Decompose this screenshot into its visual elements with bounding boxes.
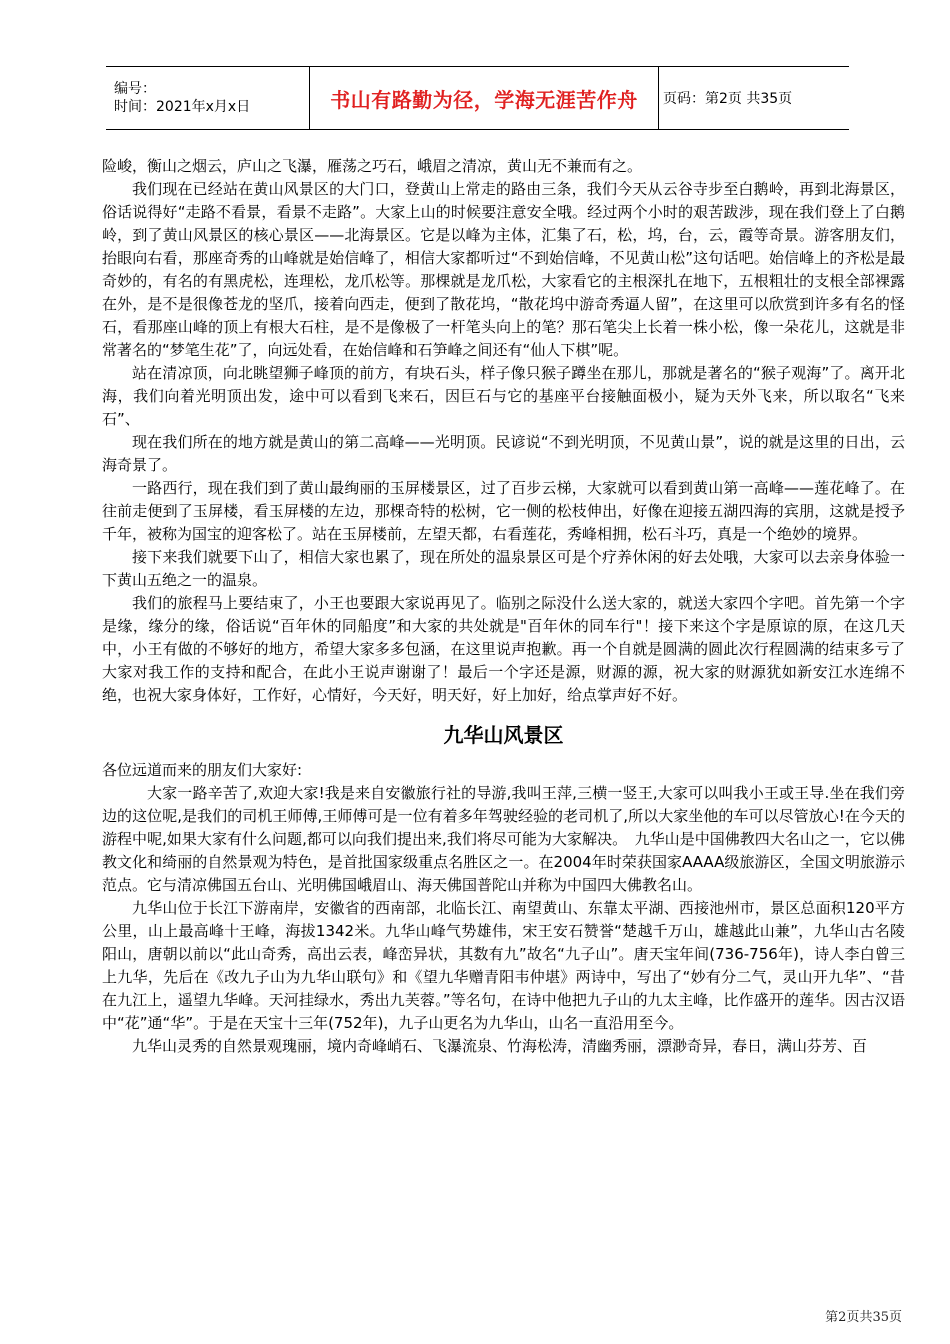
paragraph: 我们现在已经站在黄山风景区的大门口，登黄山上常走的路由三条，我们今天从云谷寺步至白鹅岭，再到北海景区，俗话说得好“走路不看景，看景不走路”。大家上山的时候要注意安全哦。经过两个小时的艰苦跋涉，现在我们登上了白鹅岭，到了黄山风景区的核心景区——北海景区。它是以峰为主体，汇集了石，松，坞，台，云，霞等奇景。游客朋友们，抬眼向右看，那座奇秀的山峰就是始信峰了，相信大家都听过“不到始信峰，不见黄山松”这句话吧。始信峰上的齐松是最奇妙的，有名的有黑虎松，连理松，龙爪松等。那棵就是龙爪松，大家看它的主根深扎在地下，五根粗壮的支根全部裸露在外，是不是很像苍龙的坚爪，接着向西走，便到了散花坞，“散花坞中游奇秀逼人留”，在这里可以欣赏到许多有名的怪石，看那座山峰的顶上有根大石柱，是不是像极了一杆笔头向上的笔？那石笔尖上长着一株小松，像一朵花儿，这就是非常著名的“梦笔生花”了，向远处看，在始信峰和石笋峰之间还有“仙人下棋”呢。 [102, 180, 905, 359]
paragraph: 我们的旅程马上要结束了，小王也要跟大家说再见了。临别之际没什么送大家的，就送大家四个字吧。首先第一个字是缘，缘分的缘，俗话说“百年休的同船度”和大家的共处就是"百年休的同车行"！接下来这个字是原谅的原，在这几天中，小王有做的不够好的地方，希望大家多多包涵，在这里说声抱歉。再一个自就是圆满的圆此次行程圆满的结束多亏了大家对我工作的支持和配合，在此小王说声谢谢了！最后一个字还是源，财源的源，祝大家的财源犹如新安江水连绵不绝，也祝大家身体好，工作好，心情好，今天好，明天好，好上加好，给点掌声好不好。 [102, 594, 905, 704]
paragraph: 接下来我们就要下山了，相信大家也累了，现在所处的温泉景区可是个疗养休闲的好去处哦，大家可以去亲身体验一下黄山五绝之一的温泉。 [102, 548, 905, 589]
section-title: 九华山风景区 [443, 723, 564, 747]
paragraph: 一路西行，现在我们到了黄山最绚丽的玉屏楼景区，过了百步云梯，大家就可以看到黄山第一高峰——莲花峰了。在往前走便到了玉屏楼，看玉屏楼的左边，那棵奇特的松树，它一侧的松枝伸出，好像在迎接五湖四海的宾朋，这就是授予千年，被称为国宝的迎客松了。站在玉屏楼前，左望天都，右看莲花，秀峰相拥，松石斗巧，真是一个绝妙的境界。 [102, 479, 905, 543]
paragraph: 站在清凉顶，向北眺望狮子峰顶的前方，有块石头，样子像只猴子蹲坐在那儿，那就是著名的“猴子观海”了。离开北海，我们向着光明顶出发，途中可以看到飞来石，因巨石与它的基座平台接触面极小，疑为天外飞来，所以取名“飞来石”、 [102, 364, 905, 428]
paragraph: 现在我们所在的地方就是黄山的第二高峰——光明顶。民谚说“不到光明顶，不见黄山景”，说的就是这里的日出，云海奇景了。 [102, 433, 905, 474]
page-header [106, 66, 849, 130]
document-date: 时间：2021年x月x日 [114, 99, 251, 115]
document-number-label: 编号： [114, 81, 156, 97]
header-meta [106, 67, 309, 129]
paragraph: 险峻，衡山之烟云，庐山之飞瀑，雁荡之巧石，峨眉之清凉，黄山无不兼而有之。 [102, 157, 643, 175]
header-page-number: 页码：第2页 共35页 [663, 91, 793, 107]
paragraph: 大家一路辛苦了,欢迎大家!我是来自安徽旅行社的导游,我叫王萍,三横一竖王,大家可以叫我小王或王导.坐在我们旁边的这位呢,是我们的司机王师傅,王师傅可是一位有着多年驾驶经验的老司机了,所以大家坐他的车可以尽管放心!在今天的游程中呢,如果大家有什么问题,都可以向我们提出来,我们将尽可能为大家解决。 九华山是中国佛教四大名山之一，它以佛教文化和绮丽的自然景观为特色，是首批国家级重点名胜区之一。在2004年时荣获国家AAAA级旅游区，全国文明旅游示范点。它与清凉佛国五台山、光明佛国峨眉山、海天佛国普陀山并称为中国四大佛教名山。 [102, 784, 905, 894]
page-footer: 第2页共35页 [825, 1310, 902, 1325]
paragraph: 九华山灵秀的自然景观瑰丽，境内奇峰峭石、飞瀑流泉、竹海松涛，清幽秀丽，漂渺奇异，春日，满山芬芳、百 [132, 1037, 868, 1055]
header-motto: 书山有路勤为径，学海无涯苦作舟 [309, 67, 659, 129]
document-body [102, 155, 905, 1058]
paragraph: 九华山位于长江下游南岸，安徽省的西南部，北临长江、南望黄山、东靠太平湖、西接池州市，景区总面积120平方公里，山上最高峰十王峰，海拔1342米。九华山峰气势雄伟，宋王安石赞誉“楚越千万山，雄越此山兼”，九华山古名陵阳山，唐朝以前以“此山奇秀，高出云表，峰峦异状，其数有九”故名“九子山”。唐天宝年间(736-756年)，诗人李白曾三上九华，先后在《改九子山为九华山联句》和《望九华赠青阳韦仲堪》两诗中，写出了“妙有分二气，灵山开九华”、“昔在九江上，遥望九华峰。天河挂绿水，秀出九芙蓉。”等名句，在诗中他把九子山的九太主峰，比作盛开的莲华。因古汉语中“花”通“华”。于是在天宝十三年(752年)，九子山更名为九华山，山名一直沿用至今。 [102, 899, 905, 1032]
paragraph: 各位远道而来的朋友们大家好: [102, 761, 303, 779]
